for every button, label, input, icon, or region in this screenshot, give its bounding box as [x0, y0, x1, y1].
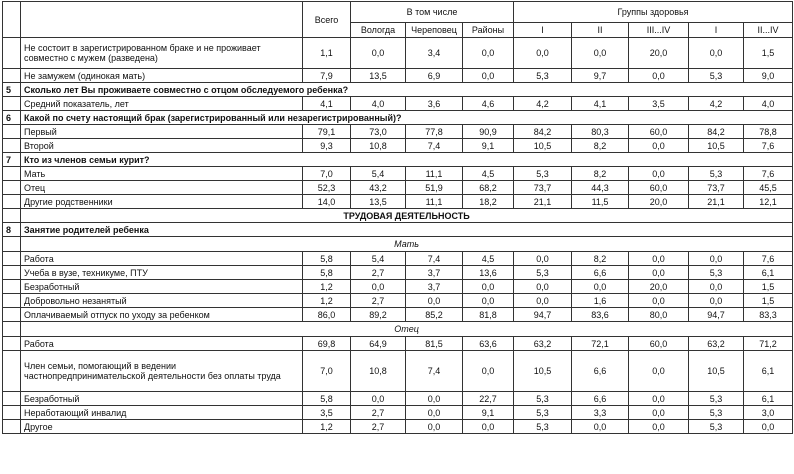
table-row [3, 139, 793, 153]
value-cell: 6,6 [572, 392, 629, 406]
row-number [3, 406, 21, 420]
empty-cell [3, 322, 21, 337]
row-label: Член семьи, помогающий в ведении частнопредпринимательской деятельности без оплаты труда [21, 351, 303, 392]
value-cell: 3,6 [406, 97, 463, 111]
row-label: Другие родственники [21, 195, 303, 209]
value-cell: 78,8 [744, 125, 793, 139]
value-cell: 0,0 [406, 420, 463, 434]
value-cell: 3,0 [744, 406, 793, 420]
value-cell: 5,3 [689, 266, 744, 280]
value-cell: 7,6 [744, 167, 793, 181]
row-number [3, 280, 21, 294]
value-cell: 4,5 [463, 252, 514, 266]
empty-cell [3, 209, 21, 223]
table-row [3, 38, 793, 69]
value-cell: 1,2 [303, 280, 351, 294]
value-cell: 3,7 [406, 280, 463, 294]
value-cell: 0,0 [463, 294, 514, 308]
value-cell: 4,1 [303, 97, 351, 111]
value-cell: 0,0 [351, 280, 406, 294]
value-cell: 10,8 [351, 139, 406, 153]
row-label: Не состоит в зарегистрированном браке и не проживает совместно с мужем (разведена) [21, 38, 303, 69]
value-cell: 21,1 [514, 195, 572, 209]
value-cell: 3,3 [572, 406, 629, 420]
value-cell: 5,8 [303, 266, 351, 280]
section-question: Занятие родителей ребенка [21, 223, 793, 237]
value-cell: 5,3 [514, 266, 572, 280]
value-cell: 6,1 [744, 266, 793, 280]
value-cell: 0,0 [514, 38, 572, 69]
row-number [3, 308, 21, 322]
header-sub: Череповец [406, 23, 463, 38]
value-cell: 3,7 [406, 266, 463, 280]
value-cell: 4,2 [514, 97, 572, 111]
value-cell: 0,0 [689, 294, 744, 308]
header-sub: I [514, 23, 572, 38]
value-cell: 1,5 [744, 280, 793, 294]
value-cell: 85,2 [406, 308, 463, 322]
value-cell: 0,0 [629, 69, 689, 83]
value-cell: 5,4 [351, 167, 406, 181]
value-cell: 5,3 [689, 167, 744, 181]
header-number-cell [3, 2, 21, 38]
value-cell: 68,2 [463, 181, 514, 195]
value-cell: 80,3 [572, 125, 629, 139]
row-label: Первый [21, 125, 303, 139]
section-number: 5 [3, 83, 21, 97]
value-cell: 43,2 [351, 181, 406, 195]
value-cell: 7,9 [303, 69, 351, 83]
section-question: Какой по счету настоящий брак (зарегистрированный или незарегистрированный)? [21, 111, 793, 125]
value-cell: 11,5 [572, 195, 629, 209]
row-number [3, 167, 21, 181]
value-cell: 20,0 [629, 38, 689, 69]
value-cell: 8,2 [572, 139, 629, 153]
value-cell: 4,6 [463, 97, 514, 111]
value-cell: 7,6 [744, 252, 793, 266]
value-cell: 0,0 [629, 266, 689, 280]
value-cell: 2,7 [351, 294, 406, 308]
value-cell: 0,0 [689, 38, 744, 69]
value-cell: 0,0 [629, 167, 689, 181]
table-row [3, 266, 793, 280]
value-cell: 79,1 [303, 125, 351, 139]
value-cell: 73,0 [351, 125, 406, 139]
value-cell: 18,2 [463, 195, 514, 209]
value-cell: 83,6 [572, 308, 629, 322]
row-label: Отец [21, 181, 303, 195]
row-label: Учеба в вузе, техникуме, ПТУ [21, 266, 303, 280]
table-row [3, 351, 793, 392]
table-row [3, 181, 793, 195]
value-cell: 4,0 [351, 97, 406, 111]
table-row [3, 252, 793, 266]
value-cell: 0,0 [463, 420, 514, 434]
value-cell: 10,5 [514, 139, 572, 153]
value-cell: 4,5 [463, 167, 514, 181]
value-cell: 9,1 [463, 406, 514, 420]
value-cell: 10,5 [514, 351, 572, 392]
row-label: Второй [21, 139, 303, 153]
value-cell: 6,9 [406, 69, 463, 83]
value-cell: 8,2 [572, 252, 629, 266]
table-row [3, 125, 793, 139]
value-cell: 11,1 [406, 195, 463, 209]
value-cell: 90,9 [463, 125, 514, 139]
header-health-groups: Группы здоровья [514, 2, 793, 23]
row-number [3, 181, 21, 195]
value-cell: 44,3 [572, 181, 629, 195]
value-cell: 5,3 [514, 406, 572, 420]
value-cell: 7,0 [303, 351, 351, 392]
row-number [3, 252, 21, 266]
value-cell: 0,0 [572, 280, 629, 294]
table-body [3, 38, 793, 434]
value-cell: 7,4 [406, 139, 463, 153]
value-cell: 1,1 [303, 38, 351, 69]
value-cell: 1,5 [744, 38, 793, 69]
table-row [3, 337, 793, 351]
value-cell: 0,0 [629, 420, 689, 434]
value-cell: 73,7 [514, 181, 572, 195]
value-cell: 71,2 [744, 337, 793, 351]
value-cell: 94,7 [689, 308, 744, 322]
value-cell: 63,6 [463, 337, 514, 351]
value-cell: 20,0 [629, 195, 689, 209]
value-cell: 5,4 [351, 252, 406, 266]
value-cell: 0,0 [351, 38, 406, 69]
value-cell: 12,1 [744, 195, 793, 209]
value-cell: 80,0 [629, 308, 689, 322]
row-label: Безработный [21, 280, 303, 294]
section-heading-row [3, 209, 793, 223]
value-cell: 1,6 [572, 294, 629, 308]
value-cell: 86,0 [303, 308, 351, 322]
value-cell: 89,2 [351, 308, 406, 322]
table-row [3, 97, 793, 111]
value-cell: 0,0 [629, 294, 689, 308]
value-cell: 1,2 [303, 420, 351, 434]
value-cell: 94,7 [514, 308, 572, 322]
value-cell: 3,5 [303, 406, 351, 420]
value-cell: 0,0 [514, 280, 572, 294]
row-label: Оплачиваемый отпуск по уходу за ребенком [21, 308, 303, 322]
value-cell: 20,0 [629, 280, 689, 294]
row-label: Неработающий инвалид [21, 406, 303, 420]
section-number: 7 [3, 153, 21, 167]
value-cell: 5,8 [303, 392, 351, 406]
value-cell: 6,1 [744, 351, 793, 392]
value-cell: 0,0 [463, 351, 514, 392]
row-number [3, 125, 21, 139]
value-cell: 0,0 [629, 139, 689, 153]
row-label: Не замужем (одинокая мать) [21, 69, 303, 83]
table-row [3, 280, 793, 294]
value-cell: 7,4 [406, 351, 463, 392]
subheading: Отец [21, 322, 793, 337]
row-number [3, 351, 21, 392]
value-cell: 10,5 [689, 351, 744, 392]
value-cell: 0,0 [463, 38, 514, 69]
value-cell: 5,3 [514, 69, 572, 83]
value-cell: 63,2 [689, 337, 744, 351]
value-cell: 83,3 [744, 308, 793, 322]
value-cell: 13,6 [463, 266, 514, 280]
value-cell: 10,8 [351, 351, 406, 392]
subheading: Мать [21, 237, 793, 252]
value-cell: 0,0 [463, 69, 514, 83]
value-cell: 5,3 [514, 167, 572, 181]
value-cell: 7,0 [303, 167, 351, 181]
row-number [3, 420, 21, 434]
value-cell: 77,8 [406, 125, 463, 139]
row-number [3, 38, 21, 69]
value-cell: 60,0 [629, 125, 689, 139]
section-question: Сколько лет Вы проживаете совместно с отцом обследуемого ребенка? [21, 83, 793, 97]
table-row [3, 406, 793, 420]
value-cell: 0,0 [514, 252, 572, 266]
value-cell: 6,6 [572, 266, 629, 280]
value-cell: 5,3 [514, 392, 572, 406]
value-cell: 73,7 [689, 181, 744, 195]
value-cell: 5,3 [689, 69, 744, 83]
value-cell: 69,8 [303, 337, 351, 351]
table-row [3, 294, 793, 308]
value-cell: 63,2 [514, 337, 572, 351]
row-number [3, 337, 21, 351]
value-cell: 0,0 [629, 392, 689, 406]
value-cell: 9,0 [744, 69, 793, 83]
value-cell: 81,8 [463, 308, 514, 322]
value-cell: 9,3 [303, 139, 351, 153]
value-cell: 2,7 [351, 406, 406, 420]
header-sub: Районы [463, 23, 514, 38]
table-row [3, 69, 793, 83]
value-cell: 13,5 [351, 69, 406, 83]
value-cell: 11,1 [406, 167, 463, 181]
value-cell: 0,0 [514, 294, 572, 308]
value-cell: 84,2 [514, 125, 572, 139]
value-cell: 0,0 [689, 252, 744, 266]
value-cell: 13,5 [351, 195, 406, 209]
section-heading: ТРУДОВАЯ ДЕЯТЕЛЬНОСТЬ [21, 209, 793, 223]
value-cell: 52,3 [303, 181, 351, 195]
value-cell: 0,0 [406, 406, 463, 420]
row-number [3, 266, 21, 280]
value-cell: 5,3 [689, 406, 744, 420]
row-number [3, 97, 21, 111]
value-cell: 5,3 [689, 420, 744, 434]
value-cell: 8,2 [572, 167, 629, 181]
header-total: Всего [303, 2, 351, 38]
row-label: Работа [21, 252, 303, 266]
value-cell: 0,0 [629, 406, 689, 420]
value-cell: 0,0 [689, 280, 744, 294]
header-sub: II [572, 23, 629, 38]
value-cell: 2,7 [351, 420, 406, 434]
value-cell: 6,6 [572, 351, 629, 392]
value-cell: 10,5 [689, 139, 744, 153]
section-row [3, 153, 793, 167]
value-cell: 3,5 [629, 97, 689, 111]
value-cell: 6,1 [744, 392, 793, 406]
value-cell: 0,0 [572, 420, 629, 434]
value-cell: 0,0 [463, 280, 514, 294]
value-cell: 4,1 [572, 97, 629, 111]
value-cell: 51,9 [406, 181, 463, 195]
value-cell: 3,4 [406, 38, 463, 69]
value-cell: 64,9 [351, 337, 406, 351]
value-cell: 2,7 [351, 266, 406, 280]
header-label-cell [21, 2, 303, 38]
value-cell: 60,0 [629, 337, 689, 351]
value-cell: 5,3 [514, 420, 572, 434]
section-row [3, 111, 793, 125]
value-cell: 0,0 [629, 351, 689, 392]
row-label: Добровольно незанятый [21, 294, 303, 308]
value-cell: 0,0 [406, 392, 463, 406]
value-cell: 84,2 [689, 125, 744, 139]
table-row [3, 308, 793, 322]
value-cell: 5,3 [689, 392, 744, 406]
value-cell: 22,7 [463, 392, 514, 406]
section-number: 6 [3, 111, 21, 125]
header-sub: II...IV [744, 23, 793, 38]
value-cell: 4,0 [744, 97, 793, 111]
value-cell: 9,7 [572, 69, 629, 83]
table-row [3, 392, 793, 406]
value-cell: 7,4 [406, 252, 463, 266]
value-cell: 7,6 [744, 139, 793, 153]
value-cell: 72,1 [572, 337, 629, 351]
row-label: Работа [21, 337, 303, 351]
row-label: Средний показатель, лет [21, 97, 303, 111]
row-label: Мать [21, 167, 303, 181]
table-header [3, 2, 793, 38]
value-cell: 0,0 [351, 392, 406, 406]
header-sub: I [689, 23, 744, 38]
section-question: Кто из членов семьи курит? [21, 153, 793, 167]
subheading-row [3, 322, 793, 337]
value-cell: 4,2 [689, 97, 744, 111]
statistics-table [2, 1, 793, 434]
row-label: Другое [21, 420, 303, 434]
value-cell: 60,0 [629, 181, 689, 195]
value-cell: 0,0 [744, 420, 793, 434]
table-row [3, 420, 793, 434]
section-row [3, 83, 793, 97]
value-cell: 81,5 [406, 337, 463, 351]
value-cell: 5,8 [303, 252, 351, 266]
value-cell: 21,1 [689, 195, 744, 209]
header-sub: III...IV [629, 23, 689, 38]
table-row [3, 195, 793, 209]
row-number [3, 294, 21, 308]
section-row [3, 223, 793, 237]
section-number: 8 [3, 223, 21, 237]
header-sub: Вологда [351, 23, 406, 38]
value-cell: 1,2 [303, 294, 351, 308]
header-incl: В том числе [351, 2, 514, 23]
value-cell: 0,0 [406, 294, 463, 308]
value-cell: 0,0 [629, 252, 689, 266]
row-number [3, 69, 21, 83]
row-number [3, 392, 21, 406]
row-number [3, 139, 21, 153]
empty-cell [3, 237, 21, 252]
row-number [3, 195, 21, 209]
value-cell: 0,0 [572, 38, 629, 69]
value-cell: 9,1 [463, 139, 514, 153]
subheading-row [3, 237, 793, 252]
row-label: Безработный [21, 392, 303, 406]
value-cell: 1,5 [744, 294, 793, 308]
value-cell: 45,5 [744, 181, 793, 195]
table-row [3, 167, 793, 181]
value-cell: 14,0 [303, 195, 351, 209]
